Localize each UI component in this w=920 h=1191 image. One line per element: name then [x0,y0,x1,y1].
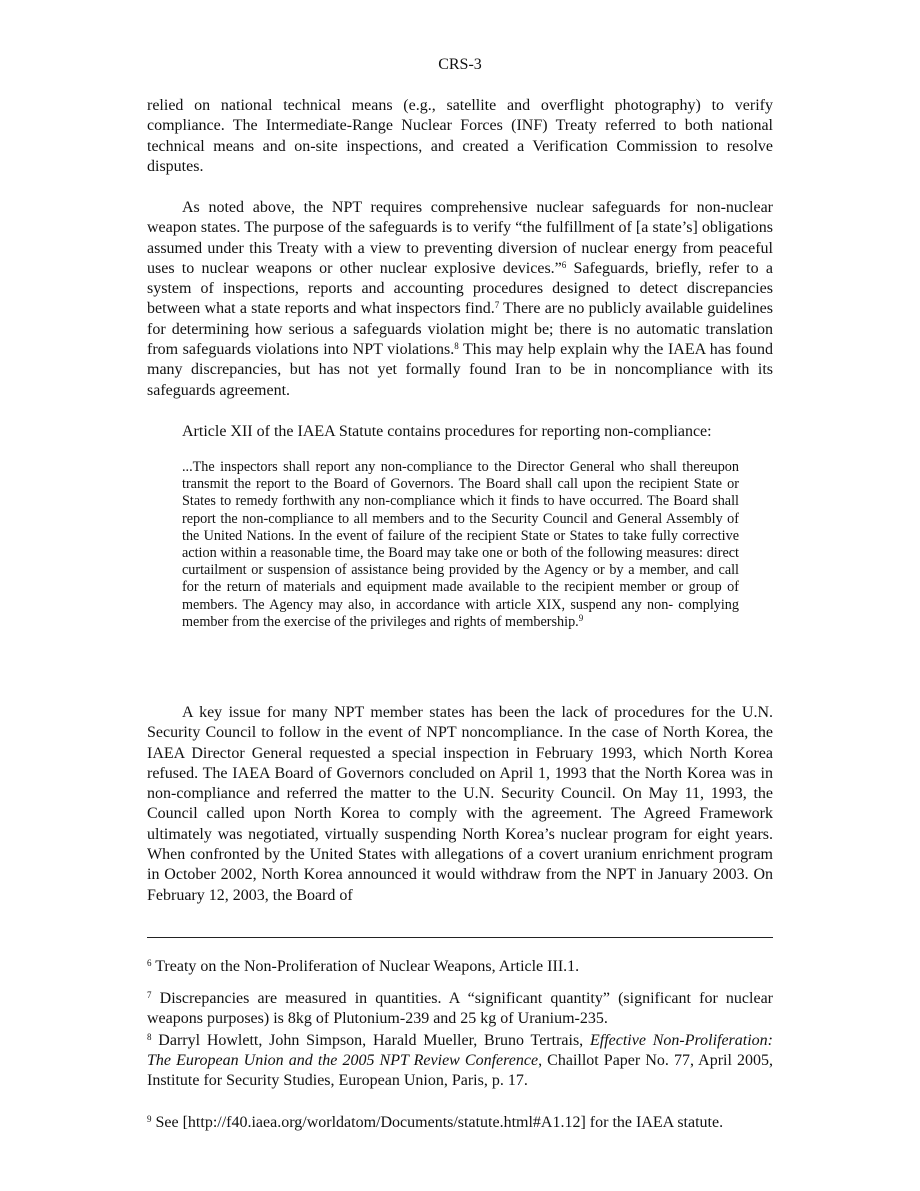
footnote-9-text: See [http://f40.iaea.org/worldatom/Documents/statute.html#A1.12] for the IAEA statute. [151,1114,724,1131]
paragraph-north-korea: A key issue for many NPT member states has been the lack of procedures for the U.N. Security Council to follow in the event of NPT noncompliance. In the case of North Korea, the IAEA Director General requested a special inspection in February 1993, which North Korea refused. The IAEA Board of Governors concluded on April 1, 1993 that the North Korea was in non-compliance and referred the matter to the U.N. Security Council. On May 11, 1993, the Council called upon North Korea to comply with the agreement. The Agreed Framework ultimately was negotiated, virtually suspending North Korea’s nuclear program for eight years. When confronted by the United States with allegations of a covert uranium enrichment program in October 2002, North Korea announced it would withdraw from the NPT in January 2003. On February 12, 2003, the Board of [147,704,773,904]
footnote-ref-6: 6 [561,259,567,270]
footnote-ref-8: 8 [454,341,459,352]
footnote-divider [147,937,773,938]
footnote-ref-7: 7 [494,300,500,311]
footnote-8-rest: , Chaillot Paper No. 77, April 2005, Institute for Security Studies, European Union, Paris, p. 17. [147,1052,773,1089]
quote-text: ...The inspectors shall report any non-compliance to the Director General who shall thereupon transmit the report to the Board of Governors. The Board shall call upon the recipient State or States to remedy forthwith any non-compliance which it finds to have occurred. The Board shall report the non-compliance to all members and to the Security Council and General Assembly of the United Nations. In the event of failure of the recipient State or States to take fully corrective action within a reasonable time, the Board may take one or both of the following measures: direct curtailment or suspension of assistance being provided by the Agency or by a member, and call for the return of materials and equipment made available to the recipient member or group of members. The Agency may also, in accordance with article XIX, suspend any non- complying member from the exercise of the privileges and rights of membership. [182,459,739,630]
footnote-6-text: Treaty on the Non-Proliferation of Nuclear Weapons, Article III.1. [151,958,580,975]
paragraph-article-xii-intro: Article XII of the IAEA Statute contains procedures for reporting non-compliance: [182,423,712,440]
footnote-8-title: Effective Non-Proliferation: The European Union and the 2005 NPT Review Conference [147,1032,773,1069]
p2-text-3: There are no publicly available guidelines for determining how serious a safeguards violation might be; there is no automatic translation from safeguards violations into NPT violations. [147,300,773,359]
p2-text-2: Safeguards, briefly, refer to a system of inspections, reports and accounting procedures designed to detect discrepancies between what a state reports and what inspectors find. [147,259,773,318]
footnote-8-authors: Darryl Howlett, John Simpson, Harald Mueller, Bruno Tertrais, [151,1032,590,1049]
footnote-9 [147,1113,773,1133]
footnote-9-number: 9 [147,1114,152,1124]
block-quote-article-xii [182,459,739,631]
p2-text-4: This may help explain why the IAEA has found many discrepancies, but has not yet formally found Iran to be in noncompliance with its safeguards agreement. [147,341,774,399]
footnote-ref-9: 9 [578,612,584,623]
paragraph-verification-means: relied on national technical means (e.g., satellite and overflight photography) to verify compliance. The Intermediate-Range Nuclear Forces (INF) Treaty referred to both national technical means and on-site inspections, and created a Verification Commission to resolve disputes. [147,97,773,175]
footnote-7-number: 7 [147,990,152,1000]
footnote-7 [147,989,773,1029]
footnote-7-text: Discrepancies are measured in quantities. A “significant quantity” (significant for nuclear weapons purposes) is 8kg of Plutonium-239 and 25 kg of Uranium-235. [147,990,773,1027]
footnote-8-number: 8 [147,1032,152,1042]
page-header: CRS-3 [438,56,482,73]
footnote-6 [147,957,773,977]
footnote-8 [147,1031,773,1091]
footnote-6-number: 6 [147,958,152,968]
p2-text-1: As noted above, the NPT requires comprehensive nuclear safeguards for non-nuclear weapon states. The purpose of the safeguards is to verify “the fulfillment of [a state’s] obligations assumed under this Treaty with a view to preventing diversion of nuclear energy from peaceful uses to nuclear weapons or other nuclear explosive devices.” [147,199,773,277]
paragraph-npt-safeguards [147,198,773,401]
